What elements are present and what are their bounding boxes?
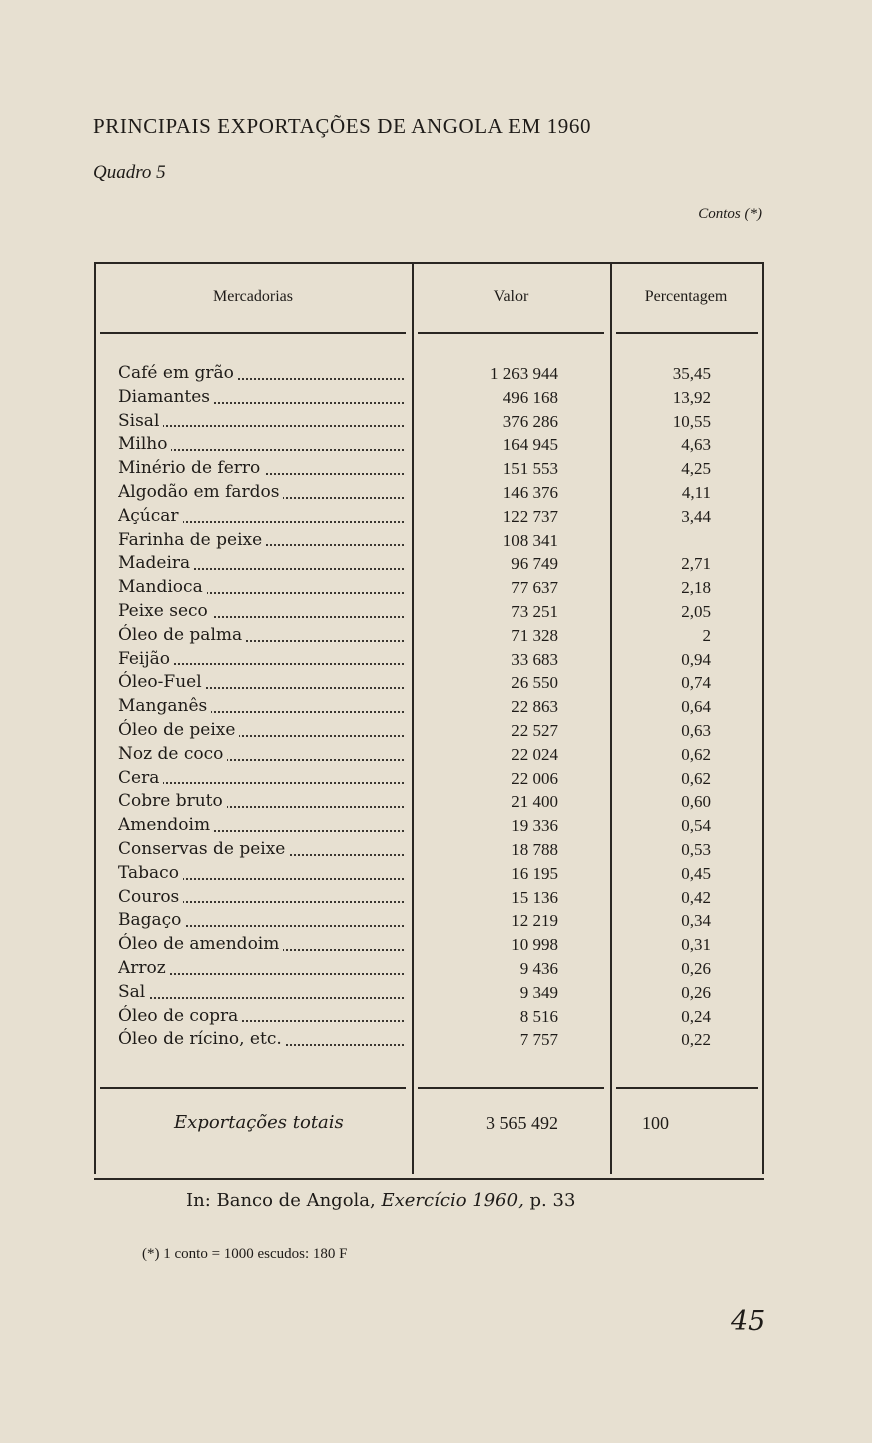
commodity-cell (118, 886, 408, 910)
source-work: Exercício 1960, (381, 1190, 524, 1211)
percentage-cell: 2,71 (681, 554, 711, 574)
commodity-cell (118, 1005, 408, 1029)
value-cell: 9 349 (519, 982, 558, 1002)
percentage-cell: 13,92 (672, 387, 711, 407)
percentage-cell: 0,22 (681, 1030, 711, 1050)
table-row (94, 505, 764, 529)
column-header-percentagem: Percentagem (644, 288, 728, 305)
value-cell: 376 286 (502, 411, 558, 431)
percentage-cell: 0,53 (681, 839, 711, 859)
footnote: (*) 1 conto = 1000 escudos: 180 F (142, 1246, 348, 1262)
commodity-name: Sal (118, 982, 149, 1002)
page-number: 45 (731, 1306, 766, 1337)
value-cell: 151 553 (502, 459, 558, 479)
value-cell: 77 637 (511, 578, 558, 598)
value-cell: 33 683 (511, 649, 558, 669)
value-cell: 8 516 (519, 1006, 558, 1026)
percentage-cell: 35,45 (672, 364, 711, 383)
table-row (94, 386, 764, 410)
table-row (94, 1028, 764, 1052)
commodity-cell (118, 1028, 408, 1052)
percentage-cell: 0,24 (681, 1006, 711, 1026)
value-cell: 10 998 (511, 935, 558, 955)
source-prefix: In: Banco de Angola, (186, 1190, 376, 1211)
commodity-name: Farinha de peixe (118, 530, 266, 550)
commodity-cell (118, 957, 408, 981)
table-row (94, 838, 764, 862)
table-row (94, 790, 764, 814)
total-value: 3 565 492 (486, 1113, 558, 1133)
commodity-name: Algodão em fardos (118, 482, 283, 502)
total-separator (418, 1087, 604, 1089)
table-row (94, 719, 764, 743)
total-separator (100, 1087, 406, 1089)
percentage-cell: 0,63 (681, 720, 711, 740)
value-cell: 19 336 (511, 816, 558, 836)
table-row (94, 552, 764, 576)
commodity-cell (118, 410, 408, 434)
commodity-name: Madeira (118, 553, 194, 573)
commodity-cell (118, 862, 408, 886)
unit-note: Contos (*) (698, 206, 762, 222)
column-header-mercadorias: Mercadorias (213, 288, 293, 305)
commodity-cell (118, 695, 408, 719)
commodity-name: Óleo de peixe (118, 720, 239, 740)
value-cell: 146 376 (502, 482, 558, 502)
percentage-cell: 0,26 (681, 982, 711, 1002)
commodity-name: Tabaco (118, 863, 183, 883)
value-cell: 15 136 (511, 887, 558, 907)
total-label: Exportações totais (174, 1112, 344, 1133)
commodity-name: Amendoim (118, 815, 214, 835)
value-cell: 18 788 (511, 839, 558, 859)
table-row (94, 1005, 764, 1029)
table-row (94, 909, 764, 933)
table-row (94, 886, 764, 910)
commodity-cell (118, 719, 408, 743)
percentage-cell: 4,63 (681, 435, 711, 455)
percentage-cell: 0,74 (681, 673, 711, 693)
table-row (94, 671, 764, 695)
header-separator (616, 332, 758, 334)
value-cell: 71 328 (511, 625, 558, 645)
table-row (94, 433, 764, 457)
table-bottom-rule (94, 1178, 764, 1180)
percentage-cell: 0,54 (681, 816, 711, 836)
commodity-name: Milho (118, 434, 171, 454)
table-row (94, 576, 764, 600)
commodity-cell (118, 790, 408, 814)
commodity-name: Óleo de palma (118, 625, 246, 645)
commodity-cell (118, 814, 408, 838)
value-cell: 96 749 (511, 554, 558, 574)
commodity-name: Óleo de copra (118, 1006, 242, 1026)
value-cell: 496 168 (502, 387, 558, 407)
commodity-name: Peixe seco (118, 601, 212, 621)
table-row (94, 695, 764, 719)
commodity-name: Óleo-Fuel (118, 672, 206, 692)
total-separator (616, 1087, 758, 1089)
column-header-valor: Valor (493, 288, 529, 305)
source-citation (186, 1190, 575, 1211)
commodity-name: Minério de ferro (118, 458, 264, 478)
commodity-name: Sisal (118, 411, 163, 431)
commodity-name: Diamantes (118, 387, 214, 407)
value-cell: 22 006 (511, 768, 558, 788)
commodity-cell (118, 505, 408, 529)
percentage-cell: 2,18 (681, 578, 711, 598)
table-row (94, 457, 764, 481)
value-cell: 1 263 944 (490, 364, 558, 383)
percentage-cell: 4,25 (681, 459, 711, 479)
commodity-cell (118, 624, 408, 648)
commodity-cell (118, 600, 408, 624)
commodity-name: Manganês (118, 696, 211, 716)
total-row (94, 1110, 764, 1136)
value-cell: 12 219 (511, 911, 558, 931)
commodity-cell (118, 529, 408, 553)
source-page: p. 33 (529, 1190, 576, 1211)
value-cell: 22 527 (511, 720, 558, 740)
table-row (94, 410, 764, 434)
commodity-name: Óleo de amendoim (118, 934, 283, 954)
commodity-name: Feijão (118, 649, 174, 669)
table-row (94, 814, 764, 838)
total-percentage: 100 (642, 1113, 669, 1133)
table-number: Quadro 5 (93, 162, 166, 183)
commodity-name: Conservas de peixe (118, 839, 289, 859)
commodity-name: Óleo de rícino, etc. (118, 1029, 286, 1049)
commodity-name: Arroz (118, 958, 170, 978)
table-row (94, 933, 764, 957)
percentage-cell: 3,44 (681, 506, 711, 526)
commodity-cell (118, 576, 408, 600)
leader-dots (118, 997, 404, 999)
table-row (94, 481, 764, 505)
table-row (94, 767, 764, 791)
percentage-cell: 0,94 (681, 649, 711, 669)
percentage-cell: 0,45 (681, 863, 711, 883)
commodity-cell (118, 362, 408, 386)
exports-table (94, 262, 764, 1180)
value-cell: 164 945 (502, 435, 558, 455)
table-row (94, 529, 764, 553)
value-cell: 7 757 (519, 1030, 558, 1050)
commodity-cell (118, 981, 408, 1005)
commodity-cell (118, 457, 408, 481)
table-body (94, 362, 764, 1052)
percentage-cell: 0,34 (681, 911, 711, 931)
header-separator (418, 332, 604, 334)
commodity-name: Açúcar (118, 506, 183, 526)
commodity-name: Cera (118, 768, 163, 788)
commodity-cell (118, 767, 408, 791)
value-cell: 108 341 (502, 530, 558, 550)
value-cell: 22 024 (511, 744, 558, 764)
percentage-cell: 0,26 (681, 958, 711, 978)
percentage-cell: 0,31 (681, 935, 711, 955)
table-row (94, 862, 764, 886)
value-cell: 26 550 (511, 673, 558, 693)
commodity-cell (118, 433, 408, 457)
commodity-name: Mandioca (118, 577, 207, 597)
commodity-name: Couros (118, 887, 183, 907)
header-separator (100, 332, 406, 334)
percentage-cell: 0,64 (681, 697, 711, 717)
value-cell: 21 400 (511, 792, 558, 812)
commodity-name: Café em grão (118, 363, 238, 383)
table-row (94, 624, 764, 648)
commodity-cell (118, 386, 408, 410)
percentage-cell: 10,55 (672, 411, 711, 431)
percentage-cell: 4,11 (681, 482, 711, 502)
table-row (94, 648, 764, 672)
table-row (94, 362, 764, 386)
percentage-cell: 0,42 (681, 887, 711, 907)
percentage-cell: 0,60 (681, 792, 711, 812)
percentage-cell: 2 (702, 625, 711, 645)
table-top-rule (94, 262, 764, 264)
commodity-cell (118, 909, 408, 933)
table-row (94, 981, 764, 1005)
percentage-cell: 0,62 (681, 768, 711, 788)
commodity-cell (118, 648, 408, 672)
commodity-cell (118, 838, 408, 862)
table-row (94, 957, 764, 981)
value-cell: 9 436 (519, 958, 558, 978)
commodity-cell (118, 933, 408, 957)
percentage-cell: 0,62 (681, 744, 711, 764)
page-title: PRINCIPAIS EXPORTAÇÕES DE ANGOLA EM 1960 (93, 114, 592, 138)
percentage-cell: 2,05 (681, 601, 711, 621)
value-cell: 22 863 (511, 697, 558, 717)
table-row (94, 600, 764, 624)
commodity-cell (118, 481, 408, 505)
commodity-name: Noz de coco (118, 744, 227, 764)
commodity-cell (118, 671, 408, 695)
value-cell: 122 737 (502, 506, 558, 526)
commodity-name: Bagaço (118, 910, 185, 930)
value-cell: 16 195 (511, 863, 558, 883)
commodity-cell (118, 552, 408, 576)
commodity-cell (118, 743, 408, 767)
commodity-name: Cobre bruto (118, 791, 227, 811)
value-cell: 73 251 (511, 601, 558, 621)
table-row (94, 743, 764, 767)
